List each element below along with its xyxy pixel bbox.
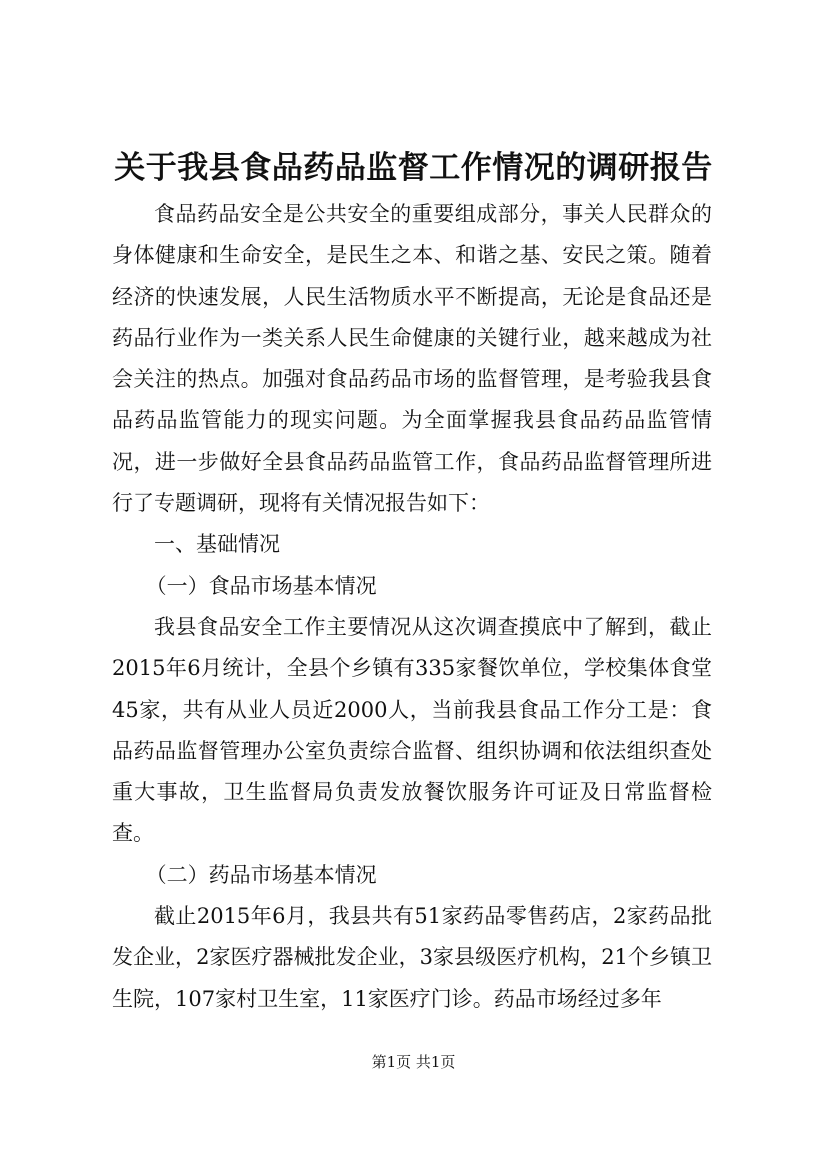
- food-market-paragraph: 我县食品安全工作主要情况从这次调查摸底中了解到，截止2015年6月统计，全县个乡镇有335家餐饮单位，学校集体食堂45家，共有从业人员近2000人，当前我县食品工作分工是：食品药品监督管理办公室负责综合监督、组织协调和依法组织查处重大事故，卫生监督局负责发放餐饮服务许可证及日常监督检查。: [112, 614, 712, 846]
- subsection-heading-food-market: （一）食品市场基本情况: [145, 573, 377, 598]
- subsection-heading-drug-market: （二）药品市场基本情况: [145, 862, 377, 887]
- drug-market-paragraph: 截止2015年6月，我县共有51家药品零售药店，2家药品批发企业，2家医疗器械批发企业，3家县级医疗机构，21个乡镇卫生院，107家村卫生室，11家医疗门诊。药品市场经过多年: [112, 904, 712, 1011]
- document-body: [112, 194, 712, 1020]
- page-footer: 第1页 共1页: [371, 1053, 456, 1071]
- document-title: 关于我县食品药品监督工作情况的调研报告: [114, 150, 713, 186]
- section-heading-basic-situation: 一、基础情况: [154, 532, 280, 557]
- intro-paragraph: 食品药品安全是公共安全的重要组成部分，事关人民群众的身体健康和生命安全，是民生之本、和谐之基、安民之策。随着经济的快速发展，人民生活物质水平不断提高，无论是食品还是药品行业作为一类关系人民生命健康的关键行业，越来越成为社会关注的热点。加强对食品药品市场的监督管理，是考验我县食品药品监管能力的现实问题。为全面掌握我县食品药品监管情况，进一步做好全县食品药品监管工作，食品药品监督管理所进行了专题调研，现将有关情况报告如下：: [112, 202, 712, 516]
